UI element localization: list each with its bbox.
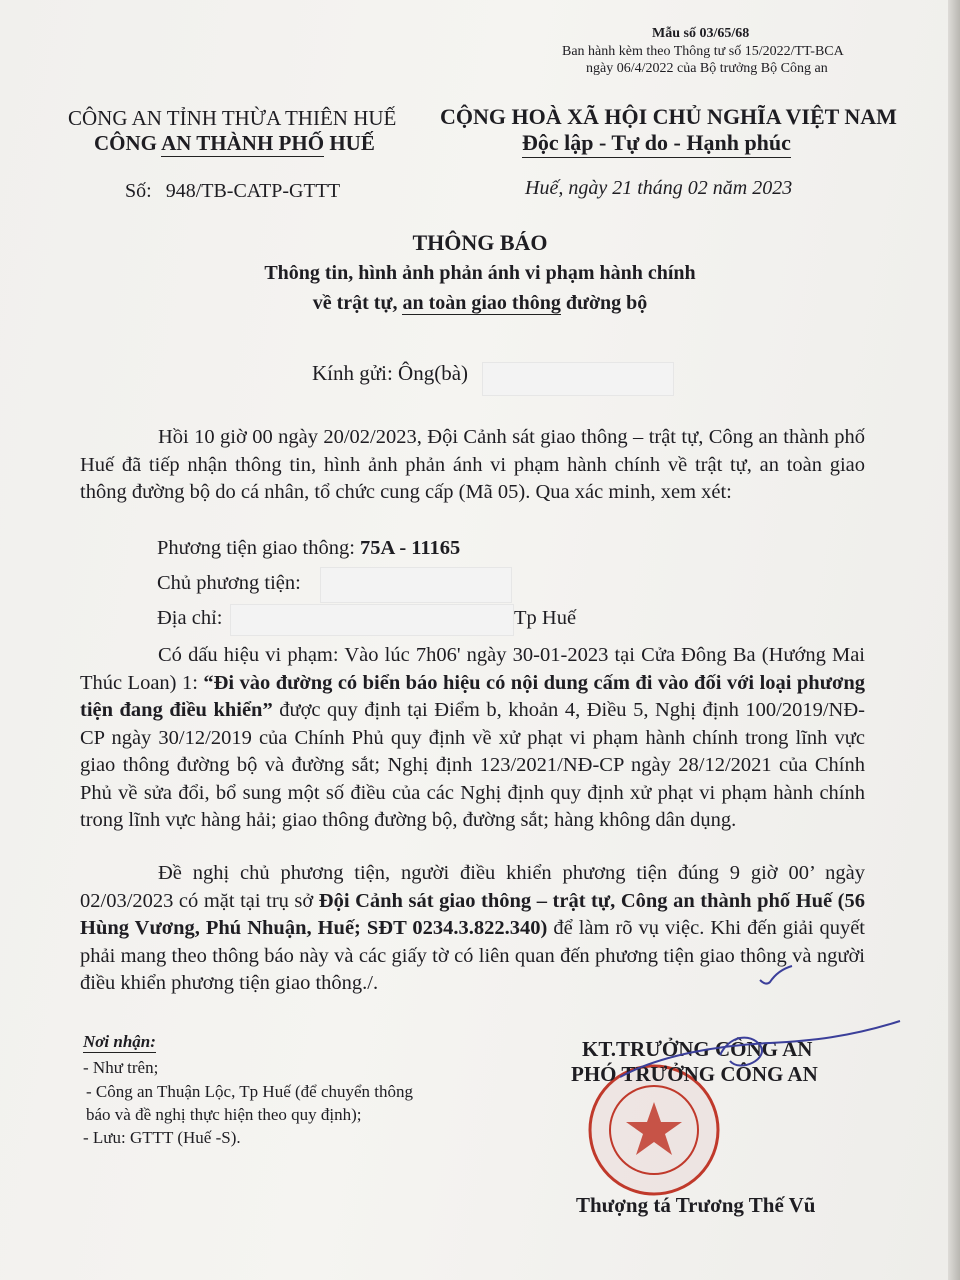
body-paragraph-3: Đề nghị chủ phương tiện, người điều khiển phương tiện đúng 9 giờ 00’ ngày 02/03/2023 có mặt tại trụ sở Đội Cảnh sát giao thông – trật tự, Công an thành phố Huế (56 Hùng Vương, Phú Nhuận, Huế; SĐT 0234.3.822.340) để làm rõ vụ việc. Khi đến giải quyết phải mang theo thông báo này và các giấy tờ có liên quan đến phương tiện giao thông và người điều khiển phương tiện giao thông./.: [80, 862, 866, 994]
document-subtitle-1: Thông tin, hình ảnh phản ánh vi phạm hành chính: [264, 262, 696, 284]
handwritten-signature: [600, 1015, 920, 1095]
nation-title: CỘNG HOÀ XÃ HỘI CHỦ NGHĨA VIỆT NAM: [440, 104, 897, 129]
agency-parent: CÔNG AN TỈNH THỪA THIÊN HUẾ: [68, 106, 397, 130]
address-city: Tp Huế: [514, 607, 577, 629]
vehicle-field: Phương tiện giao thông: 75A - 11165: [157, 537, 461, 559]
recipients-line-3: báo và đề nghị thực hiện theo quy định);: [86, 1105, 362, 1124]
signer-name: Thượng tá Trương Thế Vũ: [576, 1193, 816, 1217]
body-paragraph-1: Hồi 10 giờ 00 ngày 20/02/2023, Đội Cảnh sát giao thông – trật tự, Công an thành phố Huế đã tiếp nhận thông tin, hình ảnh phản ánh vi phạm hành chính về trật tự, an toàn giao thông đường bộ do cá nhân, tổ chức cung cấp (Mã 05). Qua xác minh, xem xét:: [80, 426, 865, 503]
recipients-line-1: - Như trên;: [83, 1058, 159, 1077]
document-subtitle-2: về trật tự, an toàn giao thông đường bộ: [312, 292, 648, 314]
motto: Độc lập - Tự do - Hạnh phúc: [522, 130, 791, 158]
handwritten-tick-mark: [756, 962, 796, 992]
paper-edge: [948, 0, 960, 1280]
redacted-address: [230, 604, 514, 636]
redacted-owner-name: [320, 567, 512, 603]
address-field: Địa chỉ:: [157, 607, 223, 629]
form-number: Mẫu số 03/65/68: [652, 26, 750, 41]
recipients-title: Nơi nhận:: [83, 1032, 156, 1051]
owner-field: Chủ phương tiện:: [157, 572, 301, 594]
recipients-line-2: - Công an Thuận Lộc, Tp Huế (để chuyển thông: [86, 1082, 414, 1101]
redacted-recipient-name: [482, 362, 674, 396]
form-note-line1: Ban hành kèm theo Thông tư số 15/2022/TT-BCA: [562, 44, 844, 59]
document-number: Số: 948/TB-CATP-GTTT: [125, 180, 341, 202]
document-title: THÔNG BÁO: [412, 230, 548, 255]
recipient-label: Kính gửi: Ông(bà): [312, 361, 469, 385]
recipients-line-4: - Lưu: GTTT (Huế -S).: [83, 1128, 241, 1147]
agency-name: CÔNG AN THÀNH PHỐ HUẾ: [94, 131, 375, 155]
signature-title-1: KT.TRƯỞNG CÔNG AN: [582, 1037, 813, 1061]
form-note-line2: ngày 06/4/2022 của Bộ trưởng Bộ Công an: [586, 61, 828, 76]
place-date: Huế, ngày 21 tháng 02 năm 2023: [525, 177, 793, 199]
body-paragraph-2: Có dấu hiệu vi phạm: Vào lúc 7h06' ngày 30-01-2023 tại Cửa Đông Ba (Hướng Mai Thúc Loan) 1: “Đi vào đường có biển báo hiệu có nội dung cấm đi vào đối với loại phương tiện đang điều khiển” được quy định tại Điểm b, khoản 4, Điều 5, Nghị định 100/2019/NĐ-CP ngày 30/12/2019 của Chính Phủ quy định về xử phạt vi phạm hành chính trong lĩnh vực giao thông đường bộ và đường sắt; Nghị định 123/2021/NĐ-CP ngày 28/12/2021 của Chính Phủ về sửa đổi, bổ sung một số điều của các Nghị định quy định xử phạt vi phạm hành chính trong lĩnh vực hàng hải; giao thông đường bộ, đường sắt; hàng không dân dụng.: [80, 644, 865, 831]
signature-title-2: PHÓ TRƯỞNG CÔNG AN: [571, 1062, 818, 1086]
